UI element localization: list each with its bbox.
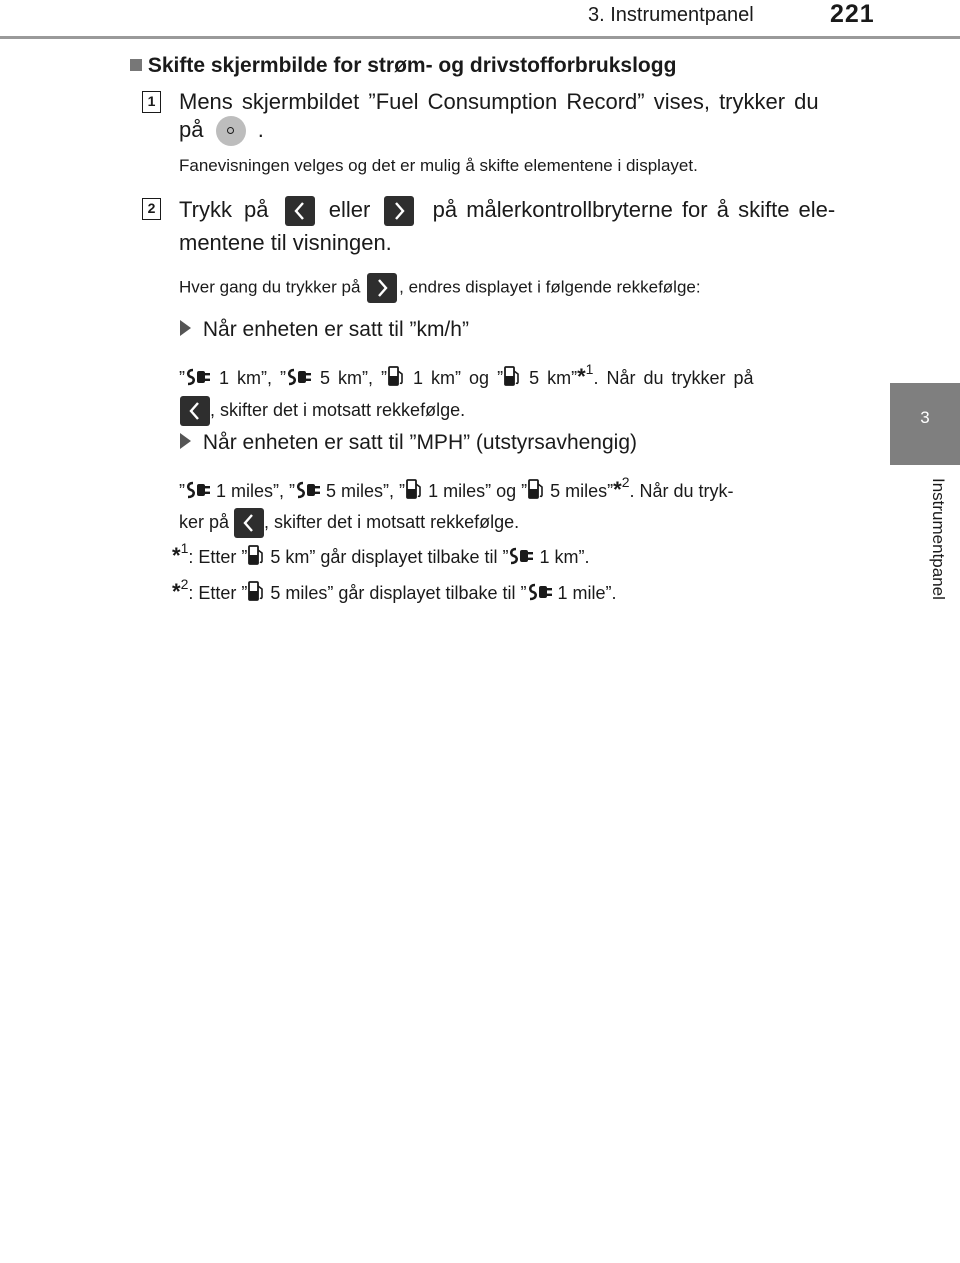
- km-subheading: [180, 318, 469, 342]
- mph-q1: 1 miles”, ”: [216, 481, 296, 501]
- footnote-num: 1: [180, 540, 189, 556]
- km-line2-text: , skifter det i motsatt rekkefølge.: [210, 399, 466, 420]
- left-arrow-button-icon: [285, 196, 315, 226]
- mph-sequence: ” 1 miles”, ” 5 miles”, ” 1 miles” og ” 5 miles”*$^2$. Når du tryk-: [179, 474, 734, 502]
- electric-consumption-icon: [185, 480, 211, 500]
- footnote-1: [172, 540, 590, 569]
- mph-line2-a: ker på: [179, 511, 230, 532]
- footnote-mark: *: [172, 579, 181, 604]
- footnote-mark: *: [172, 543, 181, 568]
- fuel-pump-icon: [503, 365, 521, 387]
- heading-square-icon: [130, 59, 142, 71]
- footnote-ref-1: 1: [585, 361, 594, 377]
- ok-button-icon: [216, 116, 246, 146]
- km-title: Når enheten er satt til ”km/h”: [202, 318, 469, 341]
- footnote-2-c: 1 mile”.: [557, 583, 617, 603]
- electric-consumption-icon: [185, 367, 211, 387]
- mph-q4: 5 miles”: [550, 481, 614, 501]
- header-rule: [0, 36, 960, 39]
- km-q2: 5 km”, ”: [320, 368, 388, 388]
- footnote-2-a: : Etter ”: [188, 583, 248, 603]
- footnote-1-a: : Etter ”: [188, 547, 248, 567]
- mph-q2: 5 miles”, ”: [326, 481, 406, 501]
- electric-consumption-icon: [508, 546, 534, 566]
- step2-note-a: Hver gang du trykker på: [179, 277, 361, 297]
- step2-text-a: Trykk på: [179, 196, 269, 222]
- mph-after: . Når du tryk-: [629, 481, 734, 501]
- footnote-asterisk: *: [613, 477, 622, 502]
- chapter-tab: [890, 383, 960, 465]
- step1-line2-end: .: [257, 116, 264, 142]
- step2-text-b: eller: [328, 196, 371, 222]
- heading-text: Skifte skjermbilde for strøm- og drivstofforbrukslogg: [147, 54, 677, 77]
- step2-note-b: , endres displayet i følgende rekkefølge:: [399, 277, 701, 297]
- fuel-pump-icon: [247, 544, 265, 566]
- electric-consumption-icon: [295, 480, 321, 500]
- km-q4: 5 km”: [529, 368, 578, 388]
- km-q1: 1 km”, ”: [219, 368, 287, 388]
- step2-line2: mentene til visningen.: [179, 230, 392, 255]
- section-heading: [130, 54, 676, 78]
- chapter-number: 3: [920, 408, 930, 427]
- footnote-1-c: 1 km”.: [539, 547, 590, 567]
- mph-title: Når enheten er satt til ”MPH” (utstyrsavhengig): [202, 431, 638, 454]
- mph-line2: [179, 508, 519, 538]
- footnote-asterisk: *: [577, 364, 586, 389]
- step-number-2: 2: [142, 198, 161, 220]
- triangle-bullet-icon: [180, 320, 191, 336]
- left-arrow-button-icon: [234, 508, 264, 538]
- step1-line2: [179, 116, 264, 146]
- footnote-num: 2: [180, 576, 189, 592]
- running-header-section: 3. Instrumentpanel: [588, 4, 754, 26]
- km-line2: [180, 396, 465, 426]
- step1-note: Fanevisningen velges og det er mulig å skifte elementene i displayet.: [179, 156, 698, 175]
- page-number: 221: [830, 0, 875, 28]
- triangle-bullet-icon: [180, 433, 191, 449]
- km-sequence: ” 1 km”, ” 5 km”, ” 1 km” og ” 5 km”*$^1$. Når du trykker på: [179, 361, 754, 389]
- fuel-pump-icon: [405, 478, 423, 500]
- fuel-pump-icon: [247, 580, 265, 602]
- footnote-ref-2: 2: [621, 474, 630, 490]
- right-arrow-button-icon: [367, 273, 397, 303]
- electric-consumption-icon: [286, 367, 312, 387]
- footnote-2: [172, 576, 617, 605]
- footnote-2-b: 5 miles” går displayet tilbake til ”: [270, 583, 527, 603]
- chapter-tab-label: Instrumentpanel: [929, 478, 948, 600]
- electric-consumption-icon: [527, 582, 553, 602]
- step1-line2-start: på: [179, 116, 204, 142]
- km-q3: 1 km” og ”: [413, 368, 504, 388]
- mph-subheading: [180, 431, 637, 455]
- step2-text-c: på målerkontrollbryterne for å skifte ele-: [432, 196, 836, 222]
- step2-note: [179, 273, 701, 303]
- left-arrow-button-icon: [180, 396, 210, 426]
- right-arrow-button-icon: [384, 196, 414, 226]
- mph-q3: 1 miles” og ”: [428, 481, 528, 501]
- mph-line2-b: , skifter det i motsatt rekkefølge.: [264, 511, 520, 532]
- footnote-1-b: 5 km” går displayet tilbake til ”: [270, 547, 509, 567]
- km-after: . Når du trykker på: [593, 368, 754, 388]
- step1-line1: Mens skjermbildet ”Fuel Consumption Record” vises, trykker du: [179, 89, 819, 114]
- fuel-pump-icon: [387, 365, 405, 387]
- step-number-1: 1: [142, 91, 161, 113]
- step2-line1: [179, 196, 835, 226]
- fuel-pump-icon: [527, 478, 545, 500]
